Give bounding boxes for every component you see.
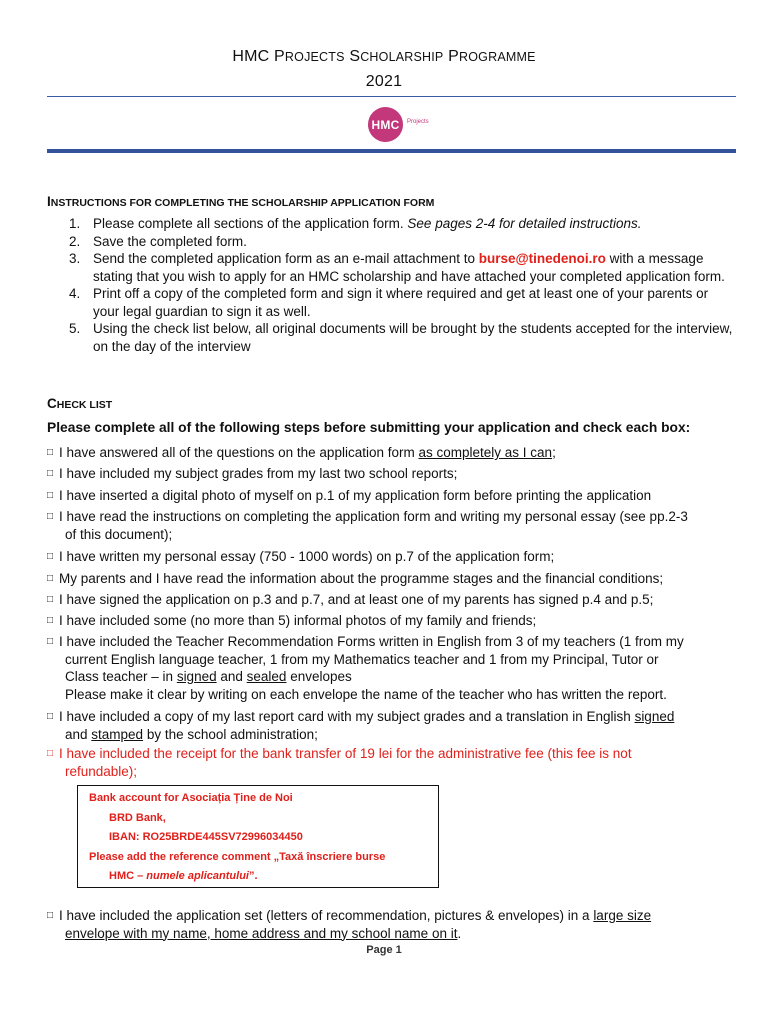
checkbox-icon[interactable]: □ [47,748,54,759]
checkbox-icon[interactable]: □ [47,511,54,522]
checklist-subheading: Please complete all of the following steps before submitting your application and check each box: [47,420,691,435]
header-bar [47,149,736,153]
checkbox-icon[interactable]: □ [47,447,54,458]
checklist-item[interactable]: □ I have included the application set (letters of recommendation, pictures & envelopes) in a large size envelope with my name, home address and my school name on it. [47,908,652,941]
bank-account-box: Bank account for Asociația Ține de Noi BRD Bank, IBAN: RO25BRDE445SV72996034450 Please add the reference comment „Taxă înscriere burse HMC – numele aplicantului”. [77,785,439,888]
checklist-item[interactable]: □ I have inserted a digital photo of myself on p.1 of my application form before printing the application [47,488,652,503]
page-number: Page 1 [366,944,402,956]
checklist-item[interactable]: □ My parents and I have read the information about the programme stages and the financial conditions; [47,571,664,586]
programme-year: 2021 [365,73,403,90]
checkbox-icon[interactable]: □ [47,490,54,501]
checkbox-icon[interactable]: □ [47,615,54,626]
checkbox-icon[interactable]: □ [47,636,54,647]
instruction-item: 1. Please complete all sections of the application form. See pages 2-4 for detailed instructions. [69,216,642,231]
bank-account-title: Bank account for Asociația Ține de Noi [89,792,293,804]
checklist-item-fee[interactable]: □ I have included the receipt for the bank transfer of 19 lei for the administrative fee (this fee is not refundable); [47,746,632,779]
hmc-logo-circle: HMC [368,107,403,142]
instruction-item: 2. Save the completed form. [69,233,247,249]
bank-reference-note: Please add the reference comment „Taxă înscriere burse [89,850,386,863]
instruction-item: 3. Send the completed application form as an e-mail attachment to burse@tinedenoi.ro with a message stating that you wish to apply for an HMC scholarship and have attached your completed application form. [69,251,725,284]
checklist-item[interactable]: □ I have answered all of the questions on the application form as completely as I can; [47,445,556,460]
header-divider [47,96,736,97]
checkbox-icon[interactable]: □ [47,594,54,605]
hmc-logo-subtitle: Projects [407,119,429,125]
instruction-item: 4. Print off a copy of the completed form and sign it where required and get at least one of your parents or your legal guardian to sign it as well. [69,286,709,319]
programme-title: HMC PROJECTS SCHOLARSHIP PROGRAMME [232,48,536,65]
checklist-item[interactable]: □ I have included some (no more than 5) informal photos of my family and friends; [47,613,537,628]
bank-iban: IBAN: RO25BRDE445SV72996034450 [109,831,303,843]
email-link[interactable]: burse@tinedenoi.ro [478,251,606,266]
checklist-heading: CHECK LIST [47,396,113,411]
instruction-item: 5. Using the check list below, all original documents will be brought by the students accepted for the interview, on the day of the interview [69,321,733,354]
checkbox-icon[interactable]: □ [47,910,54,921]
checkbox-icon[interactable]: □ [47,468,54,479]
checkbox-icon[interactable]: □ [47,711,54,722]
checklist-item[interactable]: □ I have included a copy of my last report card with my subject grades and a translation in English signed and stamped by the school administration; [47,709,675,742]
bank-name: BRD Bank, [109,811,166,824]
checkbox-icon[interactable]: □ [47,551,54,562]
checklist-item[interactable]: □ I have written my personal essay (750 - 1000 words) on p.7 of the application form; [47,549,555,564]
checklist-item[interactable]: □ I have signed the application on p.3 and p.7, and at least one of my parents has signed p.4 and p.5; [47,592,654,607]
hmc-logo [368,107,448,143]
instructions-heading: INSTRUCTIONS FOR COMPLETING THE SCHOLARSHIP APPLICATION FORM [47,194,435,209]
checklist-item[interactable]: □ I have read the instructions on completing the application form and writing my personal essay (see pp.2-3 of this document); [47,509,688,542]
title-projects: ROJECTS [284,50,345,64]
checklist-item[interactable]: □ I have included my subject grades from my last two school reports; [47,466,458,481]
instructions-list [47,215,737,355]
checklist-item[interactable]: □ I have included the Teacher Recommendation Forms written in English from 3 of my teachers (1 from my current English language teacher, 1 from my Mathematics teacher and 1 from my Principal, Tutor or Class teacher – in signed and sealed envelopes Please make it clear by writing on each envelope the name of the teacher who has written the report. [47,634,684,702]
checkbox-icon[interactable]: □ [47,573,54,584]
